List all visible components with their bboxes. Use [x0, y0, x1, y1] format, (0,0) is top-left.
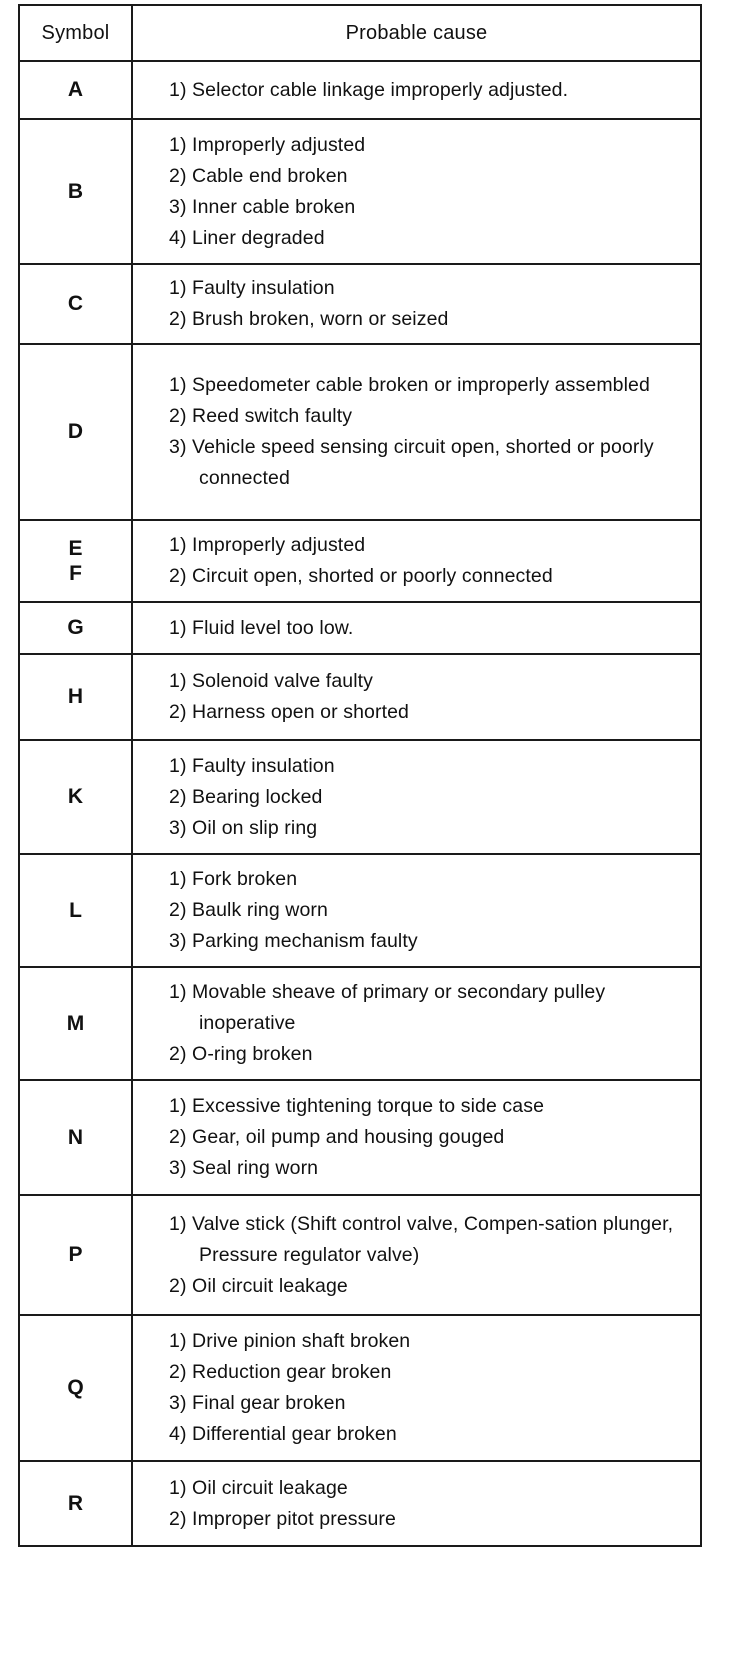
cause-cell	[132, 602, 701, 654]
cause-list	[169, 130, 690, 254]
table-row	[19, 1461, 701, 1546]
cause-item: 2) Bearing locked	[169, 785, 323, 808]
table-row	[19, 602, 701, 654]
symbol-cell	[19, 61, 132, 119]
cause-item: 1) Drive pinion shaft broken	[169, 1330, 411, 1352]
cause-cell	[132, 344, 701, 520]
symbol-label: D	[67, 420, 84, 443]
symbol-label: B	[67, 179, 84, 203]
table-row	[19, 119, 701, 264]
symbol-label: C	[67, 292, 84, 315]
table-row	[19, 61, 701, 119]
symbol-label: F	[69, 562, 82, 585]
cause-list	[169, 530, 690, 592]
cause-item: 3) Parking mechanism faulty	[169, 930, 418, 952]
cause-item: 2) Baulk ring worn	[169, 899, 328, 921]
cause-item: 1) Movable sheave of primary or secondary pulley inoperative	[169, 981, 606, 1034]
cause-item: 4) Differential gear broken	[169, 1423, 397, 1445]
symbol-cell	[19, 967, 132, 1080]
symbol-label: P	[68, 1243, 83, 1266]
cause-item: 2) O-ring broken	[169, 1043, 313, 1065]
cause-list	[169, 370, 690, 494]
table-row	[19, 654, 701, 740]
cause-list	[169, 864, 690, 957]
cause-cell	[132, 61, 701, 119]
cause-item: 2) Reed switch faulty	[169, 405, 353, 427]
cause-item: 2) Oil circuit leakage	[169, 1274, 348, 1297]
symbol-label: M	[66, 1011, 85, 1035]
cause-item: 1) Oil circuit leakage	[169, 1476, 348, 1499]
symbol-cell	[19, 119, 132, 264]
cause-list	[169, 977, 690, 1070]
cause-item: 1) Improperly adjusted	[169, 133, 366, 156]
table-row	[19, 1080, 701, 1195]
cause-item: 1) Selector cable linkage improperly adjusted.	[169, 78, 569, 101]
symbol-label: R	[67, 1491, 84, 1515]
cause-item: 3) Vehicle speed sensing circuit open, shorted or poorly connected	[169, 436, 654, 489]
cause-cell	[132, 520, 701, 602]
symbol-label: N	[67, 1125, 84, 1149]
symbol-cell	[19, 344, 132, 520]
cause-item: 3) Seal ring worn	[169, 1157, 319, 1179]
table-row	[19, 344, 701, 520]
cause-item: 3) Inner cable broken	[169, 195, 356, 218]
symbol-label: L	[69, 898, 82, 922]
symbol-cell	[19, 854, 132, 967]
symbol-cell	[19, 1315, 132, 1461]
cause-item: 2) Brush broken, worn or seized	[169, 308, 449, 330]
table-row	[19, 854, 701, 967]
symbol-label: E	[68, 537, 83, 560]
table-row	[19, 520, 701, 602]
cause-cell	[132, 1315, 701, 1461]
cause-item: 1) Speedometer cable broken or improperly assembled	[169, 374, 650, 396]
cause-cell	[132, 1080, 701, 1195]
table-row	[19, 1315, 701, 1461]
symbol-cell	[19, 602, 132, 654]
symbol-cell	[19, 264, 132, 344]
symbol-cell	[19, 1080, 132, 1195]
cause-item: 3) Oil on slip ring	[169, 816, 318, 839]
probable-cause-table	[18, 4, 702, 1547]
cause-list	[169, 1326, 690, 1450]
symbol-cell	[19, 740, 132, 854]
cause-list	[169, 1091, 690, 1184]
cause-list	[169, 613, 690, 644]
cause-cell	[132, 119, 701, 264]
probable-cause-table-container	[18, 4, 700, 1547]
cause-item: 1) Improperly adjusted	[169, 534, 366, 556]
cause-item: 2) Gear, oil pump and housing gouged	[169, 1126, 505, 1148]
cause-item: 2) Improper pitot pressure	[169, 1507, 396, 1530]
cause-list	[169, 1209, 690, 1302]
cause-item: 2) Cable end broken	[169, 164, 348, 187]
table-row	[19, 740, 701, 854]
table-body	[19, 61, 701, 1546]
cause-item: 1) Valve stick (Shift control valve, Compen-sation plunger, Pressure regulator valve)	[169, 1212, 674, 1266]
table-row	[19, 1195, 701, 1315]
symbol-label: Q	[67, 1376, 84, 1399]
symbol-cell	[19, 520, 132, 602]
cause-item: 2) Circuit open, shorted or poorly connected	[169, 565, 553, 587]
cause-cell	[132, 1461, 701, 1546]
cause-item: 1) Faulty insulation	[169, 754, 335, 777]
symbol-label: G	[67, 616, 84, 639]
table-row	[19, 967, 701, 1080]
cause-list	[169, 75, 690, 106]
header-probable-cause: Probable cause	[132, 5, 701, 61]
symbol-label: A	[67, 78, 84, 101]
cause-list	[169, 273, 690, 335]
cause-cell	[132, 967, 701, 1080]
symbol-label: H	[67, 685, 84, 708]
table-row	[19, 264, 701, 344]
cause-item: 1) Solenoid valve faulty	[169, 670, 374, 692]
symbol-label: K	[67, 785, 84, 808]
cause-item: 2) Reduction gear broken	[169, 1361, 392, 1383]
cause-cell	[132, 654, 701, 740]
symbol-stack	[68, 536, 82, 586]
symbol-cell	[19, 654, 132, 740]
symbol-cell	[19, 1461, 132, 1546]
cause-item: 1) Faulty insulation	[169, 277, 335, 299]
cause-item: 3) Final gear broken	[169, 1392, 346, 1414]
cause-cell	[132, 854, 701, 967]
cause-cell	[132, 740, 701, 854]
cause-item: 1) Fork broken	[169, 868, 298, 890]
cause-item: 2) Harness open or shorted	[169, 701, 409, 723]
symbol-cell	[19, 1195, 132, 1315]
cause-list	[169, 1473, 690, 1535]
cause-item: 1) Excessive tightening torque to side case	[169, 1095, 545, 1117]
cause-cell	[132, 1195, 701, 1315]
table-header-row	[19, 5, 701, 61]
cause-list	[169, 666, 690, 728]
header-symbol: Symbol	[19, 5, 132, 61]
cause-cell	[132, 264, 701, 344]
cause-item: 1) Fluid level too low.	[169, 616, 354, 639]
cause-item: 4) Liner degraded	[169, 226, 325, 249]
cause-list	[169, 751, 690, 844]
